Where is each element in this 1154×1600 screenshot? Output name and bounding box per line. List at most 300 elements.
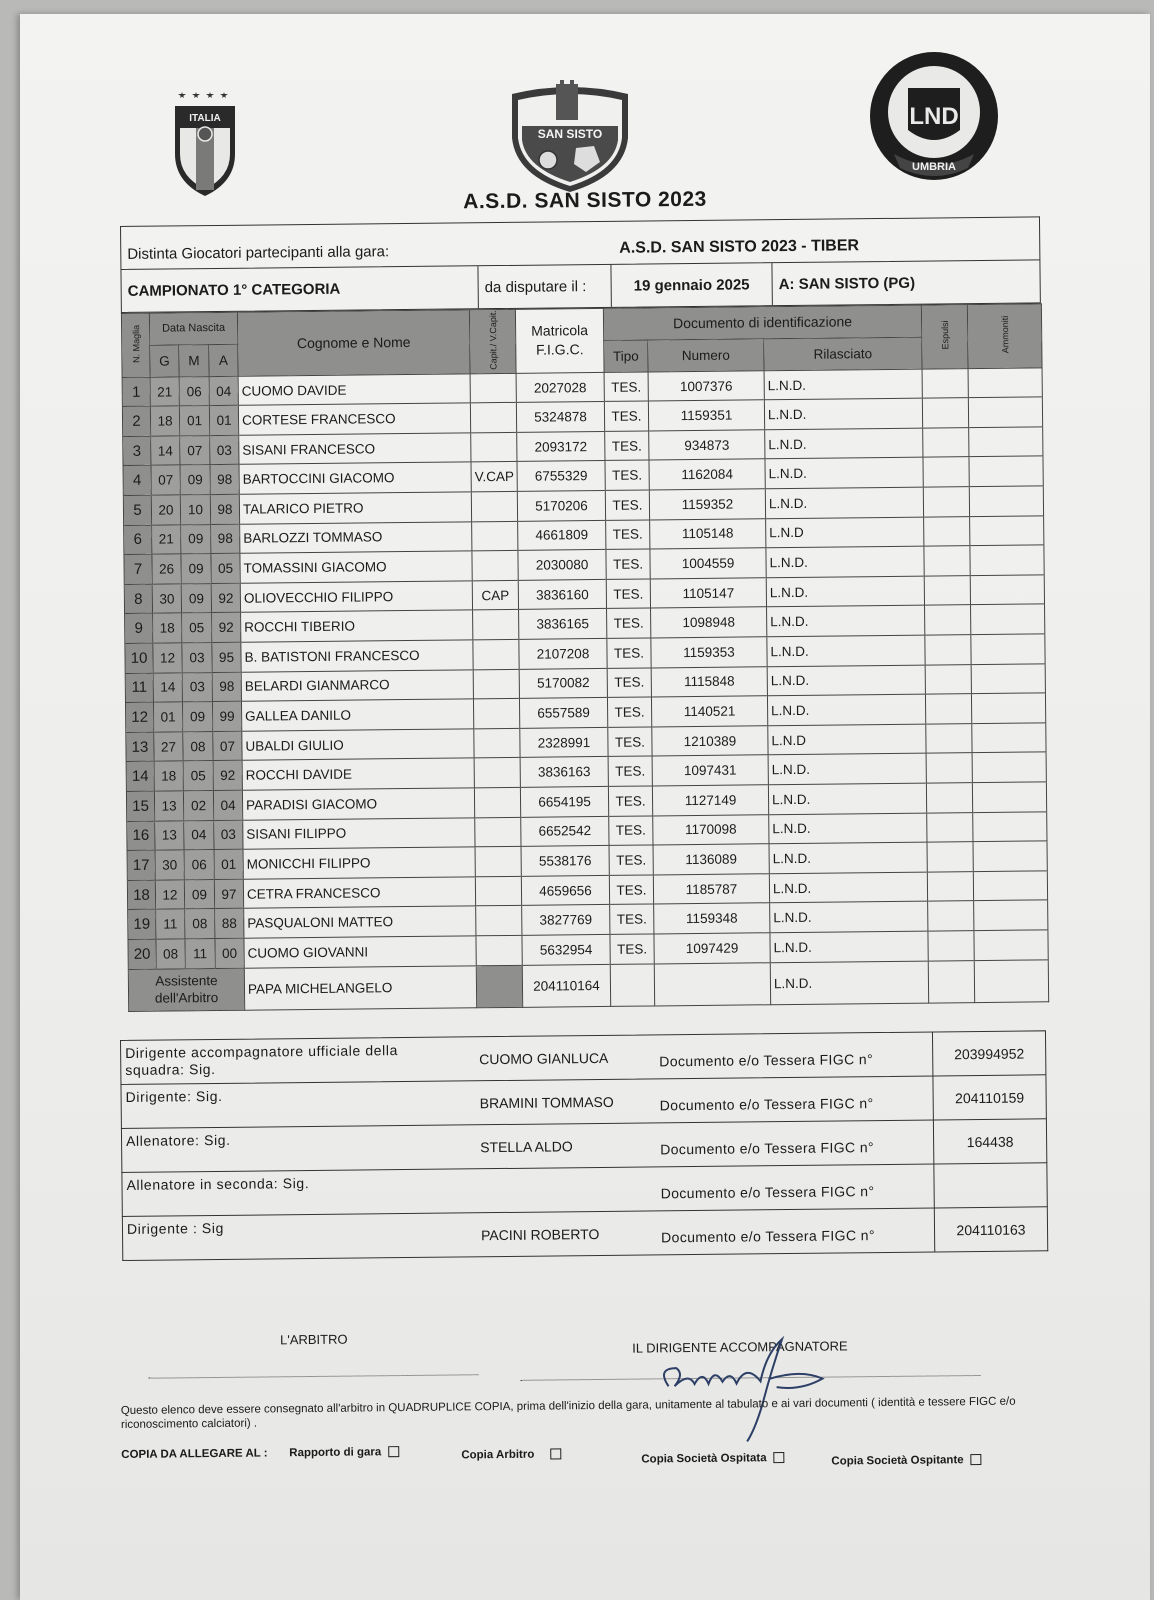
captain-mark [476, 906, 522, 936]
doc-issuer: L.N.D. [770, 901, 928, 932]
doc-issuer: L.N.D. [766, 576, 924, 607]
birth-year: 04 [209, 376, 238, 406]
shirt-number: 3 [123, 436, 151, 466]
birth-month: 03 [182, 672, 212, 702]
doc-type: TES. [604, 401, 648, 431]
espulsi-cell [923, 457, 969, 487]
copies-row [121, 1439, 1061, 1468]
player-name: SISANI FRANCESCO [239, 433, 471, 465]
ammoniti-cell [971, 634, 1045, 664]
doc-number: 1159353 [651, 637, 767, 668]
ammoniti-cell [973, 841, 1047, 871]
shirt-number: 9 [125, 614, 153, 644]
birth-day: 26 [152, 554, 181, 584]
ammoniti-cell [970, 516, 1044, 546]
birth-year: 01 [214, 849, 243, 879]
doc-issuer: L.N.D. [767, 606, 925, 637]
matricola: 2030080 [518, 550, 606, 581]
espulsi-cell [924, 546, 970, 576]
player-name: CORTESE FRANCESCO [238, 403, 470, 435]
player-name: BELARDI GIANMARCO [241, 669, 473, 701]
birth-month: 05 [182, 613, 212, 643]
espulsi-cell [924, 575, 970, 605]
birth-day: 08 [156, 939, 185, 969]
captain-mark [473, 669, 519, 699]
assistant-espulsi-cell [928, 960, 974, 1002]
arbitro-signature-line [148, 1374, 478, 1378]
doc-number: 1170098 [653, 814, 769, 845]
doc-issuer: L.N.D. [766, 546, 924, 577]
matricola: 5324878 [516, 402, 604, 433]
doc-issuer: L.N.D. [769, 813, 927, 844]
birth-year: 98 [210, 494, 239, 524]
staff-doc-label: Documento e/o Tessera FIGC n° [659, 1051, 874, 1070]
birth-year: 92 [211, 583, 240, 613]
doc-type: TES. [609, 845, 653, 875]
matricola: 6755329 [517, 461, 605, 492]
player-name: BARLOZZI TOMMASO [240, 522, 472, 554]
shirt-number: 1 [122, 377, 150, 407]
birth-year: 99 [212, 701, 241, 731]
staff-role: Dirigente: Sig. [125, 1087, 223, 1105]
col-g: G [150, 345, 179, 377]
doc-type: TES. [609, 816, 653, 846]
col-m: M [179, 344, 209, 376]
matricola: 3836163 [520, 757, 608, 788]
birth-year: 98 [210, 465, 239, 495]
col-espulsi: Espulsi [921, 305, 968, 369]
doc-type: TES. [605, 431, 649, 461]
ammoniti-cell [969, 486, 1043, 516]
doc-type: TES. [606, 520, 650, 550]
lnd-umbria-logo [868, 50, 1000, 182]
doc-type: TES. [610, 904, 654, 934]
captain-mark [472, 521, 518, 551]
doc-type: TES. [607, 638, 651, 668]
copy-rapporto[interactable]: Rapporto di gara [289, 1446, 381, 1459]
espulsi-cell [922, 398, 968, 428]
captain-mark [470, 403, 516, 433]
espulsi-cell [925, 694, 971, 724]
birth-day: 11 [156, 909, 185, 939]
doc-type: TES. [609, 875, 653, 905]
doc-issuer: L.N.D. [765, 487, 923, 518]
doc-issuer: L.N.D. [769, 842, 927, 873]
checkbox-icon[interactable] [550, 1448, 561, 1459]
players-table [121, 303, 1049, 1011]
doc-number: 1140521 [651, 696, 767, 727]
matricola: 4659656 [521, 875, 609, 906]
doc-issuer: L.N.D. [770, 931, 928, 962]
staff-doc-label: Documento e/o Tessera FIGC n° [660, 1139, 875, 1158]
matricola: 3836160 [518, 579, 606, 610]
player-name: CUOMO GIOVANNI [244, 936, 476, 968]
birth-day: 20 [151, 495, 180, 525]
staff-doc-label: Documento e/o Tessera FIGC n° [661, 1227, 875, 1246]
ammoniti-cell [972, 782, 1046, 812]
birth-month: 03 [182, 643, 212, 673]
doc-issuer: L.N.D. [769, 872, 927, 903]
birth-day: 14 [151, 436, 180, 466]
doc-type: TES. [607, 608, 651, 638]
doc-type: TES. [608, 727, 652, 757]
ammoniti-cell [973, 811, 1047, 841]
player-name: PARADISI GIACOMO [242, 788, 474, 820]
birth-year: 05 [211, 554, 240, 584]
col-n-maglia: N. Maglia [121, 313, 150, 377]
doc-number: 1007376 [648, 370, 764, 401]
signature-area [120, 1324, 1060, 1468]
ammoniti-cell [971, 663, 1045, 693]
birth-day: 07 [151, 465, 180, 495]
doc-type: TES. [605, 490, 649, 520]
staff-role: Allenatore: Sig. [125, 1131, 231, 1149]
doc-type: TES. [606, 549, 650, 579]
doc-type: TES. [607, 697, 651, 727]
arbitro-label: L'ARBITRO [279, 1331, 348, 1348]
birth-year: 03 [210, 435, 239, 465]
col-ammoniti: Ammoniti [967, 304, 1042, 368]
assistant-rilasciato: L.N.D. [770, 961, 928, 1005]
assistant-tipo-cell [610, 964, 654, 1006]
col-rilasciato: Rilasciato [764, 337, 922, 371]
captain-mark [475, 817, 521, 847]
captain-mark [473, 699, 519, 729]
matricola: 4661809 [518, 520, 606, 551]
copy-ospitata[interactable]: Copia Società Ospitata [641, 1452, 766, 1465]
doc-issuer: L.N.D. [767, 635, 925, 666]
doc-number: 1105147 [650, 578, 766, 609]
captain-mark: CAP [472, 580, 518, 610]
doc-number: 1210389 [652, 726, 768, 757]
shirt-number: 18 [127, 880, 155, 910]
birth-month: 05 [183, 761, 213, 791]
birth-year: 92 [212, 613, 241, 643]
birth-day: 21 [150, 377, 179, 407]
matricola: 5632954 [522, 934, 610, 965]
shirt-number: 12 [125, 702, 153, 732]
doc-number: 1136089 [653, 844, 769, 875]
birth-day: 21 [152, 525, 181, 555]
birth-month: 08 [183, 731, 213, 761]
captain-mark [474, 787, 520, 817]
captain-mark [476, 935, 522, 965]
assistant-ammoniti-cell [974, 959, 1048, 1002]
doc-type: TES. [607, 668, 651, 698]
col-a: A [209, 344, 238, 376]
espulsi-cell [927, 871, 973, 901]
assistant-label: Assistente dell'Arbitro [128, 968, 244, 1011]
captain-mark [472, 551, 518, 581]
player-name: CETRA FRANCESCO [243, 877, 475, 909]
match-title: A.S.D. SAN SISTO 2023 - TIBER [619, 237, 860, 257]
shirt-number: 10 [125, 643, 153, 673]
birth-month: 09 [182, 702, 212, 732]
birth-month: 11 [185, 939, 215, 969]
svg-text:ITALIA: ITALIA [189, 113, 221, 124]
espulsi-cell [926, 753, 972, 783]
shirt-number: 16 [127, 821, 155, 851]
doc-type: TES. [608, 756, 652, 786]
figc-italia-logo [170, 84, 240, 204]
birth-year: 07 [213, 731, 242, 761]
doc-number: 1097429 [654, 933, 770, 964]
doc-issuer: L.N.D [766, 517, 924, 548]
checkbox-icon[interactable] [388, 1446, 399, 1457]
assistant-name: PAPA MICHELANGELO [244, 965, 476, 1009]
staff-doc-number [933, 1163, 1046, 1207]
matricola: 5538176 [521, 846, 609, 877]
ammoniti-cell [972, 752, 1046, 782]
staff-doc-number: 203994952 [932, 1031, 1045, 1075]
ammoniti-cell [968, 397, 1042, 427]
doc-number: 1004559 [650, 548, 766, 579]
shirt-number: 13 [126, 732, 154, 762]
ammoniti-cell [974, 930, 1048, 960]
document-page [20, 14, 1150, 1600]
matricola: 2107208 [519, 638, 607, 669]
club-title: A.S.D. SAN SISTO 2023 [463, 187, 707, 214]
staff-name: PACINI ROBERTO [480, 1225, 600, 1244]
staff-doc-label: Documento e/o Tessera FIGC n° [660, 1183, 875, 1202]
col-nome: Cognome e Nome [237, 310, 470, 376]
matricola: 2027028 [516, 372, 604, 403]
checkbox-icon[interactable] [774, 1452, 785, 1463]
player-name: TOMASSINI GIACOMO [240, 551, 472, 583]
shirt-number: 15 [126, 791, 154, 821]
birth-day: 01 [153, 702, 182, 732]
doc-number: 1159352 [649, 489, 765, 520]
col-tipo: Tipo [604, 340, 648, 372]
matricola: 5170082 [519, 668, 607, 699]
espulsi-cell [923, 487, 969, 517]
doc-number: 1115848 [651, 666, 767, 697]
espulsi-cell [928, 901, 974, 931]
espulsi-cell [925, 664, 971, 694]
birth-year: 03 [214, 820, 243, 850]
birth-year: 01 [209, 406, 238, 436]
copy-ospitante[interactable]: Copia Società Ospitante [831, 1454, 963, 1467]
doc-issuer: L.N.D. [765, 458, 923, 489]
captain-mark [471, 491, 517, 521]
player-name: BARTOCCINI GIACOMO [239, 462, 471, 494]
staff-doc-number: 204110163 [934, 1207, 1047, 1251]
doc-issuer: L.N.D. [764, 369, 922, 400]
espulsi-cell [925, 635, 971, 665]
matricola: 6557589 [519, 698, 607, 729]
matricola: 5170206 [517, 491, 605, 522]
espulsi-cell [924, 516, 970, 546]
doc-issuer: L.N.D. [767, 694, 925, 725]
assistant-row [128, 959, 1048, 1011]
doc-number: 1159348 [654, 903, 770, 934]
match-date: 19 gennaio 2025 [611, 263, 772, 307]
player-name: GALLEA DANILO [241, 699, 473, 731]
assistant-numero-cell [654, 962, 770, 1005]
player-name: CUOMO DAVIDE [238, 374, 470, 406]
player-list-sheet [120, 216, 1048, 1011]
birth-day: 14 [153, 673, 182, 703]
player-name: SISANI FILIPPO [243, 817, 475, 849]
player-name: B. BATISTONI FRANCESCO [241, 640, 473, 672]
birth-year: 92 [213, 761, 242, 791]
doc-issuer: L.N.D. [765, 428, 923, 459]
svg-text:SAN SISTO: SAN SISTO [537, 127, 603, 141]
staff-doc-number: 204110159 [932, 1075, 1045, 1119]
shirt-number: 20 [128, 939, 156, 969]
captain-mark: V.CAP [471, 462, 517, 492]
birth-month: 06 [179, 376, 209, 406]
captain-mark [474, 728, 520, 758]
doc-number: 1097431 [652, 755, 768, 786]
doc-type: TES. [604, 372, 648, 402]
doc-number: 1159351 [648, 400, 764, 431]
shirt-number: 11 [125, 673, 153, 703]
birth-month: 09 [180, 465, 210, 495]
shirt-number: 17 [127, 850, 155, 880]
ammoniti-cell [970, 575, 1044, 605]
staff-row [122, 1207, 1048, 1261]
staff-role: Dirigente : Sig [126, 1219, 224, 1237]
captain-mark [473, 610, 519, 640]
shirt-number: 4 [123, 466, 151, 496]
birth-year: 98 [212, 672, 241, 702]
ammoniti-cell [970, 545, 1044, 575]
doc-issuer: L.N.D. [764, 398, 922, 429]
ammoniti-cell [974, 900, 1048, 930]
birth-day: 13 [154, 791, 183, 821]
captain-mark [475, 876, 521, 906]
handwritten-signature [650, 1332, 881, 1444]
shirt-number: 7 [124, 554, 152, 584]
birth-day: 18 [154, 761, 183, 791]
player-name: TALARICO PIETRO [239, 492, 471, 524]
player-name: MONICCHI FILIPPO [243, 847, 475, 879]
player-name: ROCCHI TIBERIO [241, 610, 473, 642]
shirt-number: 5 [123, 495, 151, 525]
staff-role: Allenatore in seconda: Sig. [126, 1175, 310, 1193]
birth-month: 01 [179, 406, 209, 436]
matricola: 6654195 [520, 786, 608, 817]
col-documento: Documento di identificazione [603, 305, 921, 340]
col-data-nascita: Data Nascita [149, 312, 237, 345]
birth-year: 97 [214, 879, 243, 909]
espulsi-cell [925, 605, 971, 635]
dirigente-label: IL DIRIGENTE ACCOMPAGNATORE [632, 1338, 848, 1356]
birth-year: 95 [212, 642, 241, 672]
ammoniti-cell [969, 456, 1043, 486]
doc-type: TES. [605, 460, 649, 490]
shirt-number: 19 [128, 910, 156, 940]
captain-mark [475, 847, 521, 877]
date-label: da disputare il : [478, 265, 611, 308]
doc-number: 1162084 [649, 459, 765, 490]
assistant-matricola: 204110164 [522, 964, 610, 1007]
match-venue: A: SAN SISTO (PG) [778, 274, 916, 293]
birth-day: 13 [155, 820, 184, 850]
staff-name: STELLA ALDO [480, 1138, 573, 1156]
col-capit: Capit./ V.Capit. [469, 309, 516, 373]
birth-year: 04 [213, 790, 242, 820]
shirt-number: 6 [124, 525, 152, 555]
doc-number: 1185787 [653, 874, 769, 905]
birth-day: 30 [152, 584, 181, 614]
staff-doc-number: 164438 [933, 1119, 1046, 1163]
birth-month: 09 [181, 524, 211, 554]
birth-year: 88 [215, 909, 244, 939]
captain-mark [473, 639, 519, 669]
birth-day: 27 [154, 732, 183, 762]
ammoniti-cell [973, 871, 1047, 901]
doc-issuer: L.N.D. [768, 754, 926, 785]
copia-label: COPIA DA ALLEGARE AL : [121, 1447, 268, 1461]
staff-section [120, 1030, 1048, 1261]
svg-text:UMBRIA: UMBRIA [912, 161, 956, 173]
birth-day: 30 [155, 850, 184, 880]
assistant-capit-cell [476, 965, 522, 1007]
birth-year: 00 [215, 938, 244, 968]
captain-mark [470, 373, 516, 403]
espulsi-cell [927, 812, 973, 842]
doc-issuer: L.N.D. [768, 783, 926, 814]
col-matricola: Matricola F.I.G.C. [515, 308, 604, 373]
espulsi-cell [922, 368, 968, 398]
staff-doc-label: Documento e/o Tessera FIGC n° [659, 1095, 874, 1114]
doc-issuer: L.N.D. [767, 665, 925, 696]
ammoniti-cell [972, 723, 1046, 753]
player-name: UBALDI GIULIO [242, 729, 474, 761]
notice-text: Questo elenco deve essere consegnato all'arbitro in QUADRUPLICE COPIA, prima dell'inizio della gara, unitamente al tabulato e ai vari documenti ( identità e tessere FIGC e/o riconoscimento calciatori) . [120, 1395, 1016, 1431]
doc-type: TES. [608, 786, 652, 816]
ammoniti-cell [968, 368, 1042, 398]
doc-type: TES. [606, 579, 650, 609]
matricola: 3827769 [522, 905, 610, 936]
captain-mark [471, 432, 517, 462]
col-numero: Numero [648, 339, 764, 372]
espulsi-cell [926, 783, 972, 813]
birth-month: 09 [181, 554, 211, 584]
espulsi-cell [923, 428, 969, 458]
matricola: 2093172 [517, 431, 605, 462]
doc-issuer: L.N.D [768, 724, 926, 755]
shirt-number: 8 [124, 584, 152, 614]
birth-year: 98 [211, 524, 240, 554]
birth-day: 18 [153, 613, 182, 643]
birth-month: 09 [181, 583, 211, 613]
shirt-number: 14 [126, 762, 154, 792]
birth-day: 12 [153, 643, 182, 673]
svg-text:LND: LND [909, 103, 959, 130]
espulsi-cell [927, 842, 973, 872]
player-name: OLIOVECCHIO FILIPPO [240, 581, 472, 613]
ammoniti-cell [971, 604, 1045, 634]
doc-number: 1098948 [651, 607, 767, 638]
captain-mark [474, 758, 520, 788]
birth-month: 07 [180, 435, 210, 465]
checkbox-icon[interactable] [971, 1454, 982, 1465]
espulsi-cell [928, 931, 974, 961]
staff-name: BRAMINI TOMMASO [479, 1093, 614, 1112]
matricola: 6652542 [521, 816, 609, 847]
player-name: ROCCHI DAVIDE [242, 758, 474, 790]
birth-month: 09 [184, 879, 214, 909]
birth-month: 10 [180, 495, 210, 525]
shirt-number: 2 [122, 406, 150, 436]
matricola: 3836165 [519, 609, 607, 640]
doc-number: 934873 [649, 430, 765, 461]
copy-arbitro[interactable]: Copia Arbitro [461, 1449, 534, 1462]
doc-number: 1105148 [650, 518, 766, 549]
